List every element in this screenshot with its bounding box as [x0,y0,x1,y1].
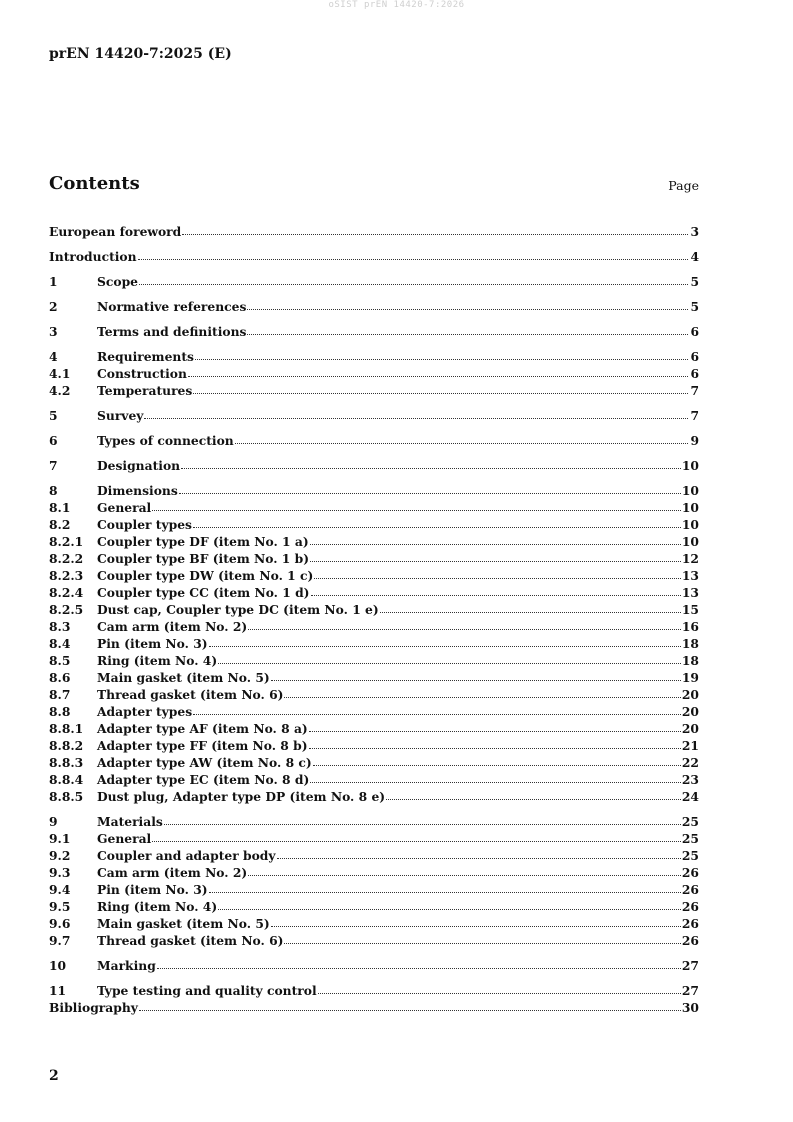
toc-entry[interactable] [49,813,699,830]
toc-entry-page: 20 [681,721,699,736]
toc-entry-number: 8.2.5 [49,602,84,617]
toc-dot-leader [193,392,688,394]
toc-entry-number: 9.5 [49,899,71,914]
toc-entry-page: 25 [681,814,699,829]
toc-dot-leader [309,730,681,732]
toc-entry-page: 19 [681,670,699,685]
toc-entry[interactable] [49,382,699,399]
toc-dot-leader [314,577,681,579]
toc-entry-number: 8.4 [49,636,71,651]
toc-entry-page: 6 [690,324,699,339]
toc-entry[interactable] [49,881,699,898]
toc-dot-leader [284,696,680,698]
toc-entry-title: Coupler type DF (item No. 1 a) [97,534,309,549]
toc-dot-leader [310,560,681,562]
toc-entry-number: 8.8.2 [49,738,84,753]
toc-entry-title: Dust plug, Adapter type DP (item No. 8 e) [97,789,386,804]
toc-entry-number: 4 [49,349,58,364]
toc-entry[interactable] [49,499,699,516]
toc-entry-title: Coupler type DW (item No. 1 c) [97,568,314,583]
toc-entry-number: 4.2 [49,383,71,398]
toc-entry-title: Coupler and adapter body [97,848,276,863]
toc-entry-page: 7 [690,383,699,398]
toc-entry-page: 21 [681,738,699,753]
toc-dot-leader [179,492,681,494]
toc-dot-leader [195,358,688,360]
toc-dot-leader [318,992,681,994]
toc-entry-number: 8.7 [49,687,71,702]
toc-dot-leader [138,258,688,260]
toc-entry[interactable] [49,737,699,754]
toc-entry-number: 8.8.4 [49,772,84,787]
toc-entry[interactable] [49,618,699,635]
toc-dot-leader [218,908,681,910]
toc-entry[interactable] [49,898,699,915]
toc-entry-title: General [97,831,152,846]
toc-entry[interactable] [49,915,699,932]
toc-entry[interactable] [49,482,699,499]
page-title: Contents [49,173,140,194]
toc-entry-title: Thread gasket (item No. 6) [97,687,284,702]
toc-entry[interactable] [49,635,699,652]
toc-dot-leader [271,679,681,681]
toc-entry-title: Ring (item No. 4) [97,653,218,668]
toc-entry-number: 9.2 [49,848,71,863]
toc-entry-title: Adapter type AF (item No. 8 a) [97,721,308,736]
toc-entry-title: Coupler types [97,517,192,532]
toc-entry-number: 9 [49,814,58,829]
toc-entry[interactable] [49,847,699,864]
toc-entry-title: Cam arm (item No. 2) [97,619,248,634]
toc-dot-leader [309,747,681,749]
toc-dot-leader [144,417,688,419]
toc-entry[interactable] [49,323,699,340]
page-column-label: Page [668,178,699,193]
toc-entry[interactable] [49,248,699,265]
toc-entry-title: Normative references [97,299,247,314]
toc-dot-leader [188,375,688,377]
toc-entry-page: 24 [681,789,699,804]
toc-entry-number: 8.5 [49,653,71,668]
toc-dot-leader [209,645,681,647]
toc-entry-number: 9.1 [49,831,71,846]
toc-dot-leader [157,967,681,969]
toc-entry-page: 5 [690,274,699,289]
toc-entry[interactable] [49,348,699,365]
toc-entry-number: 8.2.3 [49,568,84,583]
toc-entry-number: 8.2 [49,517,71,532]
toc-dot-leader [152,509,681,511]
toc-dot-leader [311,594,681,596]
toc-entry[interactable] [49,703,699,720]
toc-entry-number: 2 [49,299,58,314]
toc-entry-title: Ring (item No. 4) [97,899,218,914]
toc-entry-title: Types of connection [97,433,234,448]
toc-entry-number: 4.1 [49,366,71,381]
toc-entry[interactable] [49,550,699,567]
toc-entry-page: 5 [690,299,699,314]
toc-dot-leader [193,713,681,715]
toc-entry-page: 25 [681,848,699,863]
toc-dot-leader [164,823,681,825]
table-of-contents [49,223,699,1016]
toc-entry-page: 13 [681,585,699,600]
toc-entry-title: Scope [97,274,138,289]
toc-entry[interactable] [49,457,699,474]
toc-entry[interactable] [49,999,699,1016]
toc-entry-title: European foreword [49,224,182,239]
toc-dot-leader [386,798,681,800]
toc-dot-leader [248,628,681,630]
toc-entry[interactable] [49,273,699,290]
toc-entry-number: 8.3 [49,619,71,634]
toc-dot-leader [248,874,681,876]
toc-entry-title: Adapter type AW (item No. 8 c) [97,755,312,770]
toc-dot-leader [218,662,681,664]
toc-entry-page: 20 [681,704,699,719]
toc-entry[interactable] [49,686,699,703]
toc-entry-page: 6 [690,366,699,381]
toc-entry-title: Adapter type EC (item No. 8 d) [97,772,310,787]
toc-entry[interactable] [49,432,699,449]
toc-entry-page: 26 [681,882,699,897]
toc-entry[interactable] [49,720,699,737]
toc-entry[interactable] [49,771,699,788]
toc-dot-leader [235,442,688,444]
toc-entry-page: 3 [690,224,699,239]
toc-entry[interactable] [49,864,699,881]
toc-entry-title: Designation [97,458,181,473]
toc-entry-page: 4 [690,249,699,264]
toc-entry-page: 27 [681,958,699,973]
toc-entry-number: 9.4 [49,882,71,897]
toc-entry[interactable] [49,652,699,669]
toc-entry-page: 18 [681,653,699,668]
toc-entry-number: 8.8 [49,704,71,719]
toc-entry-number: 9.7 [49,933,71,948]
toc-entry-title: Adapter types [97,704,193,719]
toc-entry[interactable] [49,298,699,315]
toc-entry-title: Marking [97,958,156,973]
page-number: 2 [49,1068,59,1084]
toc-entry-page: 20 [681,687,699,702]
toc-dot-leader [139,283,688,285]
toc-dot-leader [247,308,688,310]
toc-entry-title: Requirements [97,349,194,364]
toc-entry-title: Dust cap, Coupler type DC (item No. 1 e) [97,602,379,617]
toc-entry-title: Type testing and quality control [97,983,317,998]
toc-entry-title: Terms and definitions [97,324,247,339]
toc-entry-title: Adapter type FF (item No. 8 b) [97,738,308,753]
toc-entry-page: 15 [681,602,699,617]
toc-entry-title: Main gasket (item No. 5) [97,670,270,685]
toc-dot-leader [380,611,681,613]
toc-entry-page: 27 [681,983,699,998]
toc-entry-title: Materials [97,814,163,829]
toc-entry-title: General [97,500,152,515]
toc-entry[interactable] [49,601,699,618]
toc-entry-page: 7 [690,408,699,423]
toc-entry-number: 8.2.1 [49,534,84,549]
toc-entry-number: 7 [49,458,58,473]
toc-entry-number: 8.8.5 [49,789,84,804]
toc-dot-leader [181,467,681,469]
watermark-text: oSIST prEN 14420-7:2026 [328,0,465,10]
toc-entry-title: Introduction [49,249,137,264]
toc-entry-page: 18 [681,636,699,651]
toc-dot-leader [139,1009,681,1011]
toc-dot-leader [209,891,681,893]
toc-entry-number: 8.2.4 [49,585,84,600]
toc-entry-number: 6 [49,433,58,448]
toc-dot-leader [277,857,681,859]
toc-entry-title: Temperatures [97,383,193,398]
toc-dot-leader [247,333,688,335]
toc-entry-number: 9.6 [49,916,71,931]
toc-entry-title: Dimensions [97,483,178,498]
toc-entry-title: Pin (item No. 3) [97,882,208,897]
toc-entry-number: 8.2.2 [49,551,84,566]
toc-entry-page: 26 [681,865,699,880]
toc-entry[interactable] [49,223,699,240]
toc-entry-title: Thread gasket (item No. 6) [97,933,284,948]
toc-entry-page: 26 [681,899,699,914]
toc-entry-number: 3 [49,324,58,339]
toc-dot-leader [313,764,681,766]
toc-entry-number: 1 [49,274,58,289]
toc-dot-leader [310,781,681,783]
toc-entry-number: 8.6 [49,670,71,685]
toc-dot-leader [182,233,688,235]
toc-entry-page: 10 [681,500,699,515]
toc-entry-title: Pin (item No. 3) [97,636,208,651]
toc-entry-number: 5 [49,408,58,423]
toc-entry-page: 10 [681,517,699,532]
toc-entry-title: Coupler type BF (item No. 1 b) [97,551,310,566]
toc-entry-title: Bibliography [49,1000,138,1015]
toc-entry-number: 10 [49,958,67,973]
toc-entry-page: 26 [681,916,699,931]
toc-entry-page: 12 [681,551,699,566]
toc-dot-leader [193,526,681,528]
toc-entry-title: Cam arm (item No. 2) [97,865,248,880]
toc-entry-page: 26 [681,933,699,948]
toc-entry-number: 9.3 [49,865,71,880]
toc-entry-number: 8 [49,483,58,498]
toc-entry-title: Construction [97,366,187,381]
toc-entry-page: 10 [681,534,699,549]
toc-entry-title: Main gasket (item No. 5) [97,916,270,931]
toc-entry[interactable] [49,533,699,550]
toc-dot-leader [310,543,681,545]
toc-entry-page: 30 [681,1000,699,1015]
toc-entry-page: 22 [681,755,699,770]
toc-entry-number: 8.1 [49,500,71,515]
toc-entry-page: 23 [681,772,699,787]
toc-entry[interactable] [49,830,699,847]
document-id: prEN 14420-7:2025 (E) [49,46,232,62]
toc-entry[interactable] [49,365,699,382]
toc-entry-number: 8.8.3 [49,755,84,770]
toc-entry-page: 6 [690,349,699,364]
toc-dot-leader [152,840,681,842]
toc-entry-title: Coupler type CC (item No. 1 d) [97,585,310,600]
toc-entry-title: Survey [97,408,144,423]
toc-entry[interactable] [49,754,699,771]
toc-entry[interactable] [49,407,699,424]
toc-entry-number: 8.8.1 [49,721,84,736]
toc-entry[interactable] [49,567,699,584]
toc-entry[interactable] [49,516,699,533]
toc-entry-page: 25 [681,831,699,846]
toc-entry-page: 13 [681,568,699,583]
toc-entry[interactable] [49,584,699,601]
toc-dot-leader [284,942,680,944]
toc-entry[interactable] [49,932,699,949]
toc-entry[interactable] [49,788,699,805]
toc-entry[interactable] [49,669,699,686]
toc-entry-page: 10 [681,458,699,473]
toc-entry-number: 11 [49,983,67,998]
toc-entry[interactable] [49,982,699,999]
toc-entry[interactable] [49,957,699,974]
toc-entry-page: 16 [681,619,699,634]
toc-entry-page: 10 [681,483,699,498]
toc-dot-leader [271,925,681,927]
toc-entry-page: 9 [690,433,699,448]
